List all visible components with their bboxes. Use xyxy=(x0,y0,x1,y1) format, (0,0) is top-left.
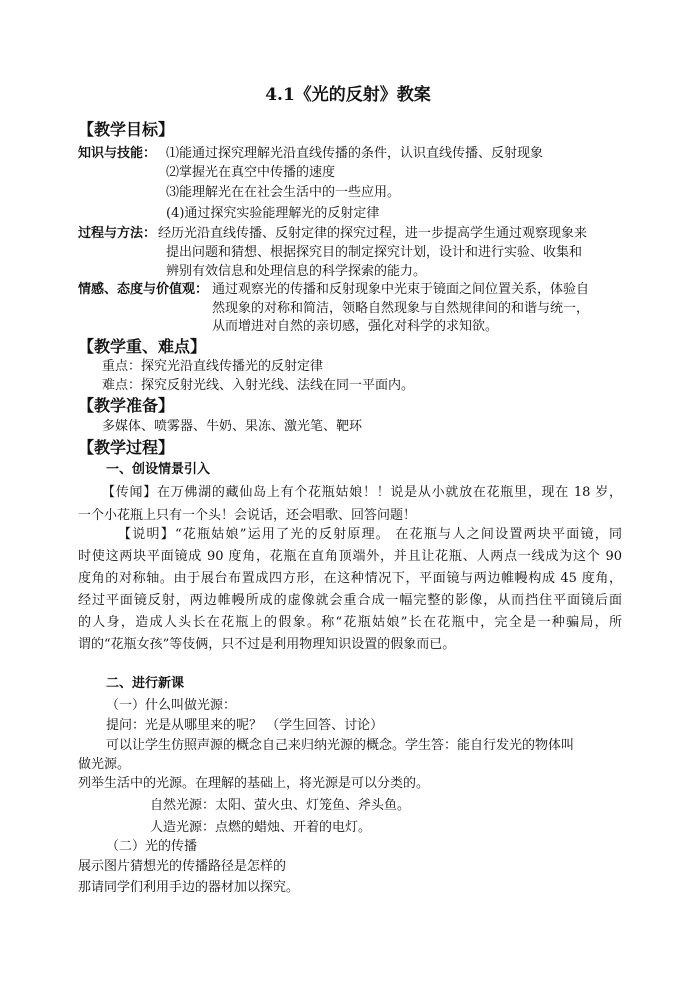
preparation-heading: 【教学准备】 xyxy=(78,396,175,415)
examples-text: 列举生活中的光源。在理解的基础上，将光源是可以分类的。 xyxy=(78,776,430,791)
focus-text: 重点：探究光沿直线传播光的反射定律 xyxy=(102,359,324,374)
explanation-line: 的人身，造成人头长在花瓶上的假象。称“花瓶姑娘”长在花瓶中，完全是一种骗局，所 xyxy=(78,615,622,630)
difficulty-text: 难点：探究反射光线、入射光线、法线在同一平面内。 xyxy=(102,378,415,393)
emotion-label: 情感、态度与价值观： xyxy=(78,282,209,297)
process-line: 辨别有效信息和处理信息的科学探索的能力。 xyxy=(166,264,427,279)
process-line: 提出问题和猜想、根据探究目的制定探究计划，设计和进行实验、收集和 xyxy=(166,245,583,260)
process-label: 过程与方法： xyxy=(78,226,157,241)
knowledge-item: ⑶能理解光在在社会生活中的一些应用。 xyxy=(166,185,401,200)
document-title: 4.1《光的反射》教案 xyxy=(265,85,431,105)
propagation-subheading: （二）光的传播 xyxy=(106,839,198,854)
knowledge-item: ⑴能通过探究理解光沿直线传播的条件，认识直线传播、反射现象 xyxy=(166,146,544,161)
explanation-line: 时使这两块平面镜成 90 度角，花瓶在直角顶端外，并且让花瓶、人两点一线成为这个 90 xyxy=(78,549,622,564)
knowledge-label: 知识与技能： xyxy=(78,146,157,161)
keypoints-heading: 【教学重、难点】 xyxy=(78,337,207,356)
process-heading: 【教学过程】 xyxy=(78,438,175,457)
objectives-heading: 【教学目标】 xyxy=(78,120,175,139)
emotion-line: 从而增进对自然的亲切感，强化对科学的求知欲。 xyxy=(212,319,499,334)
process-line: 经历光沿直线传播、反射定律的探究过程，进一步提高学生通过观察现象来 xyxy=(158,226,588,241)
light-source-subheading: （一）什么叫做光源： xyxy=(106,698,237,713)
legend-paragraph-line: 【传闻】在万佛湖的藏仙岛上有个花瓶姑娘！！说是从小就放在花瓶里，现在 18 岁， xyxy=(102,485,622,500)
legend-paragraph-line: 一个小花瓶上只有一个头！会说话，还会唱歌、回答问题！ xyxy=(78,508,417,523)
knowledge-item: (4)通过探究实验能理解光的反射定律 xyxy=(166,206,380,221)
explanation-line: 经过平面镜反射，两边帷幔所成的虚像就会重合成一幅完整的影像，从而挡住平面镜后面 xyxy=(78,593,622,608)
explanation-line: 谓的“花瓶女孩”等伎俩，只不过是利用物理知识设置的假象而已。 xyxy=(78,637,456,652)
question-text: 提问：光是从哪里来的呢？ （学生回答、讨论） xyxy=(106,718,384,733)
analogy-line: 可以让学生仿照声源的概念自己来归纳光源的概念。学生答：能自行发光的物体叫 xyxy=(106,738,575,753)
show-pictures-text: 展示图片猜想光的传播路径是怎样的 xyxy=(78,859,287,874)
natural-sources: 自然光源：太阳、萤火虫、灯笼鱼、斧头鱼。 xyxy=(150,798,411,813)
part1-title: 一、创设情景引入 xyxy=(106,462,211,477)
emotion-line: 然现象的对称和简洁，领略自然现象与自然规律间的和谐与统一， xyxy=(212,301,590,316)
explanation-line: 度角的对称轴。由于展台布置成四方形，在这种情况下，平面镜与两边帷幔构成 45 度角， xyxy=(78,571,622,586)
artificial-sources: 人造光源：点燃的蜡烛、开着的电灯。 xyxy=(150,820,372,835)
explore-text: 那请同学们利用手边的器材加以探究。 xyxy=(78,880,300,895)
analogy-line: 做光源。 xyxy=(78,757,131,772)
knowledge-item: ⑵掌握光在真空中传播的速度 xyxy=(166,165,336,180)
preparation-items: 多媒体、喷雾器、牛奶、果冻、激光笔、靶环 xyxy=(102,419,363,434)
explanation-line: 【说明】“花瓶姑娘”运用了光的反射原理。 在花瓶与人之间设置两块平面镜，同 xyxy=(118,527,622,542)
part2-title: 二、进行新课 xyxy=(106,676,185,691)
emotion-line: 通过观察光的传播和反射现象中光束于镜面之间位置关系，体验自 xyxy=(212,282,590,297)
